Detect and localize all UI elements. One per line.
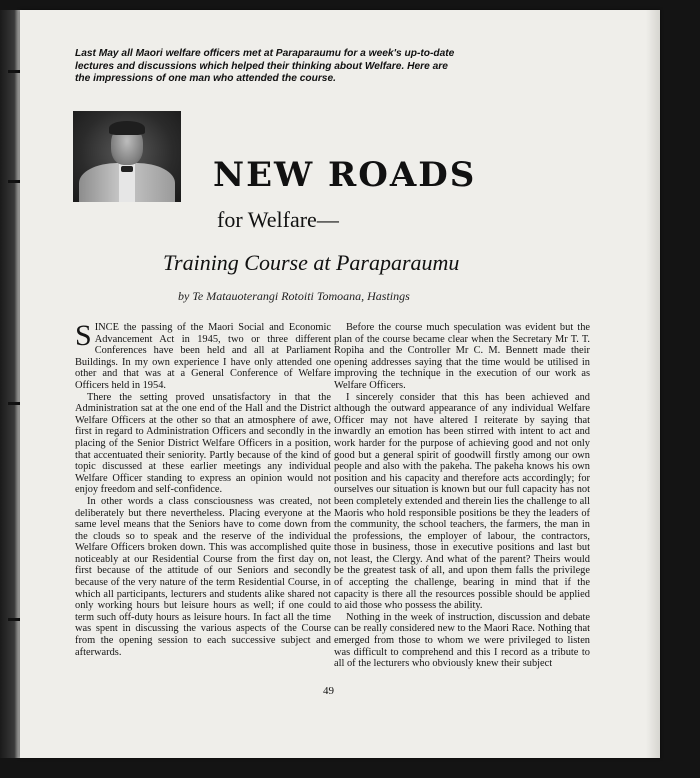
portrait-hair <box>109 121 145 135</box>
paragraph: Nothing in the week of instruction, discussion and debate can be really considered new to the Maori Race. Nothing that emerged from those to whom we were privileged to listen was difficult to comprehend and this I record as a tribute to all of the lecturers who obviously knew their subject <box>334 611 590 670</box>
right-column <box>334 322 590 670</box>
page-edge <box>646 10 660 758</box>
paragraph: Before the course much speculation was evident but the plan of the course became clear when the Secretary Mr T. T. Ropiha and the Controller Mr C. M. Bennett made their opening addresses saying that the time would be utilised in improving the technique in the execution of our work as Welfare Officers. <box>334 322 590 391</box>
course-heading: Training Course at Paraparaumu <box>163 250 460 275</box>
drop-cap: S <box>75 319 92 352</box>
left-column <box>75 319 331 658</box>
page-number: 49 <box>323 685 334 697</box>
paragraph: I sincerely consider that this has been achieved and although the outward appearance of any individual Welfare Officer may not have altered I reiterate by saying that inwardly an emotion has been stirred with intent to act and work harder for the purpose of achieving good and not only good but a general spirit of goodwill firstly among our own people and also with the pakeha. The pakeha knows his own position and his capacity and therefore acts accordingly; for ourselves our situation is known but our full capacity has not been completely extended and therein lies the challenge to all Maoris who hold responsible positions be they the leaders of the community, the school teachers, the farmers, the man in the professions, the employer of labour, the contractors, those in business, those in executive positions and last but not least, the Clergy. And what of the parent? Theirs would be the greatest task of all, and upon them falls the privilege of accepting the challenge, bearing in mind that if the capacity is there all the resources possible should be applied to aid those who possess the ability. <box>334 391 590 612</box>
article-title: NEW ROADS <box>213 155 477 195</box>
author-byline: by Te Matauoterangi Rotoiti Tomoana, Hastings <box>178 289 410 303</box>
article-subtitle: for Welfare— <box>217 207 339 232</box>
portrait-bow-tie <box>121 166 133 172</box>
author-portrait-photo <box>73 111 181 202</box>
paragraph: There the setting proved unsatisfactory in that the Administration sat at the one end of the Hall and the District Welfare Officers at the other so that an atmosphere of awe, first in regard to Administration Officers and secondly in the placing of the Senior District Welfare Officers in a position, that accentuated their seniority. Partly because of the kind of topic discussed at these earlier meetings any individual Welfare Officer standing to express an opinion would not enjoy freedom and self-confidence. <box>75 391 331 496</box>
paragraph: SINCE the passing of the Maori Social and Economic Advancement Act in 1945, two or three different Conferences have been held and all at Parliament Buildings. In my own experience I have only attended one other and that was at a General Conference of Welfare Officers held in 1954. <box>75 319 331 391</box>
article-intro: Last May all Maori welfare officers met at Paraparaumu for a week's up-to-date lectures and discussions which helped their thinking about Welfare. Here are the impressions of one man who attended the course. <box>75 48 455 85</box>
paragraph: In other words a class consciousness was created, not deliberately but there nevertheless. Placing everyone at the same level means that the Seniors have to come down from the clouds so to speak and the reserve of the individual Welfare Officers broken down. This was accomplished quite noticeably at our Residential Course from the first day on, first because of the attitude of our Seniors and secondly because of the very nature of the term Residential Course, in which all participants, lecturers and students alike shared not only working hours but leisure hours as well; if one could term such off-duty hours as leisure hours. In fact all the time was spent in discussing the various aspects of the Course from the opening session to each successive subject and afterwards. <box>75 495 331 658</box>
